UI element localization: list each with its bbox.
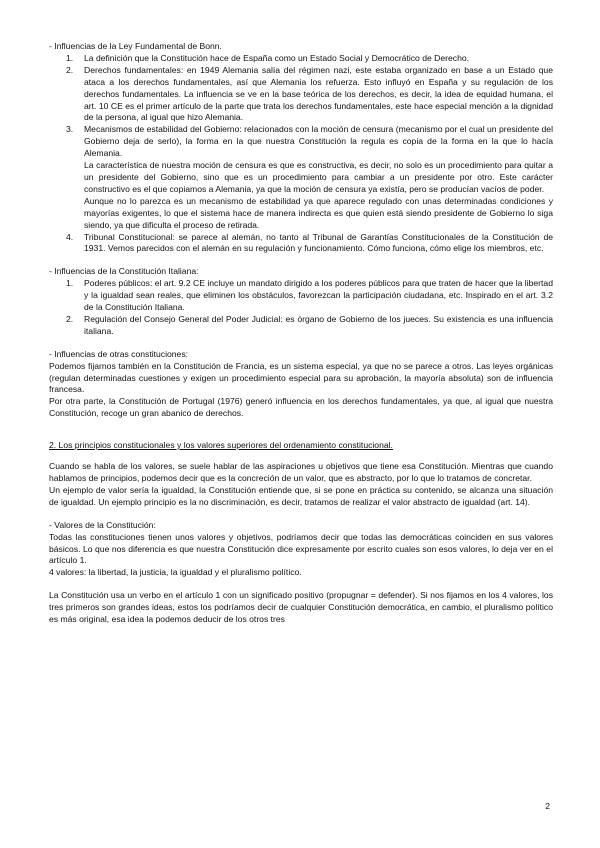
valores-closing-paragraph: La Constitución usa un verbo en el artículo 1 con un significado positivo (propugnar = defender). Si nos fijamos en los 4 valores, los tres primeros son grandes ideas, estos los podríamos decir de cualquier Constitución democrática, en cambio, el pluralismo político es más original, esa idea la podemos deducir de los otros tres: [49, 590, 553, 625]
italiana-list: [49, 278, 553, 338]
section-paragraph: Un ejemplo de valor sería la igualdad, la Constitución entiende que, si se pone en práctica su contenido, se alcanza una situación de igualdad. Un ejemplo principio es la no discriminación, es decir, tratamos de realizar el valor abstracto de igualdad (art. 14).: [49, 484, 553, 507]
list-item: [49, 314, 553, 338]
list-item: [49, 278, 553, 314]
list-number: 2.: [66, 313, 74, 324]
list-paragraph: Tribunal Constitucional: se parece al alemán, no tanto al Tribunal de Garantías Constitucionales de la Constitución de 1931. Vemos parecidos con el alemán en su regulación y funcionamiento. Cómo funciona, cómo elige los miembros, etc.: [84, 231, 553, 254]
list-paragraph: Mecanismos de estabilidad del Gobierno: relacionados con la moción de censura (mecanismo por el cual un presidente del Gobierno deja de serlo), la forma en la que nuestra Constitución la regula es copia de la forma en la que lo hacía Alemania.: [84, 124, 553, 159]
valores-heading: - Valores de la Constitución:: [49, 519, 156, 530]
page-number: 2: [545, 801, 550, 811]
list-paragraph: La característica de nuestra moción de censura es que es constructiva, es decir, no solo es un procedimiento para quitar a un presidente del Gobierno, sino que es un procedimiento para cambiar a un presidente por otro. Este carácter constructivo es el que copiamos a Alemania, ya que la moción de censura ya existía, pero se producían vacíos de poder.: [84, 160, 553, 194]
list-item: [49, 232, 553, 256]
list-number: 3.: [66, 124, 74, 135]
bonn-heading: - Influencias de la Ley Fundamental de Bonn.: [49, 41, 222, 51]
section-paragraph: Cuando se habla de los valores, se suele hablar de las aspiraciones u objetivos que tiene esa Constitución. Mientras que cuando hablamos de principios, podemos decir que es la concreción de un valor, que es abstracto, por lo que lo tratamos de concretar.: [49, 461, 553, 483]
otras-paragraph: Por otra parte, la Constitución de Portugal (1976) generó influencia en los derechos fundamentales, ya que, al igual que nuestra Constitución, recoge un gran abanico de derechos.: [49, 396, 553, 419]
section-title: 2. Los principios constitucionales y los valores superiores del ordenamiento constitucional.: [49, 440, 393, 451]
list-paragraph: Poderes públicos: el art. 9.2 CE incluye un mandato dirigido a los poderes públicos para que traten de hacer que la libertad y la igualdad sean reales, que eliminen los obstáculos, favorezcan la participación ciudadana, etc. Inspirado en el art. 3.2 de la Constitución Italiana.: [84, 278, 553, 313]
valores-paragraph: 4 valores: la libertad, la justicia, la igualdad y el pluralismo político.: [49, 567, 302, 578]
list-number: 1.: [66, 52, 74, 63]
list-paragraph: Regulación del Consejo General del Poder Judicial: es órgano de Gobierno de los jueces. Su existencia es una influencia italiana.: [84, 313, 553, 336]
list-item: [49, 65, 553, 125]
italiana-heading: - Influencias de la Constitución Italiana:: [49, 266, 199, 277]
otras-paragraph: Podemos fijarnos también en la Constitución de Francia, es un sistema especial, ya que no se parece a otros. Las leyes orgánicas (regulan determinadas cuestiones y exigen un procedimiento especial para su aprobación, la mayoría absoluta) son de influencia francesa.: [49, 360, 553, 395]
list-paragraph: La definición que la Constitución hace de España como un Estado Social y Democrático de Derecho.: [84, 52, 470, 63]
list-item: [49, 124, 553, 231]
bonn-list: [49, 53, 553, 255]
otras-heading: - Influencias de otras constituciones:: [49, 348, 189, 359]
list-number: 1.: [66, 278, 74, 289]
list-number: 2.: [66, 64, 74, 75]
list-paragraph: Derechos fundamentales: en 1949 Alemania salía del régimen nazi, este estaba organizado en base a un Estado que ataca a los derechos fundamentales, así que Alemania los refuerza. Esto influyó en España y su regulación de los derechos fundamentales. La influencia se ve en la base teórica de los derechos, es decir, la idea de equidad humana, el art. 10 CE es el primer artículo de la parte que trata los derechos fundamentales, este hace especial mención a la dignidad de la persona, al igual que hizo Alemania.: [84, 64, 553, 123]
valores-paragraph: Todas las constituciones tienen unos valores y objetivos, podríamos decir que todas las democráticas coinciden en sus valores básicos. Lo que nos diferencia es que nuestra Constitución dice expresamente por escrito cuales son esos valores, lo deja ver en el artículo 1.: [49, 531, 553, 566]
list-paragraph: Aunque no lo parezca es un mecanismo de estabilidad ya que aparece regulado con unas determinadas condiciones y mayorías exigentes, lo que el sistema hace de manera indirecta es que quien está siendo presidente de Gobierno lo siga siendo, ya que dificulta el proceso de retirada.: [84, 195, 553, 230]
list-item: [49, 53, 553, 65]
list-number: 4.: [66, 231, 74, 242]
